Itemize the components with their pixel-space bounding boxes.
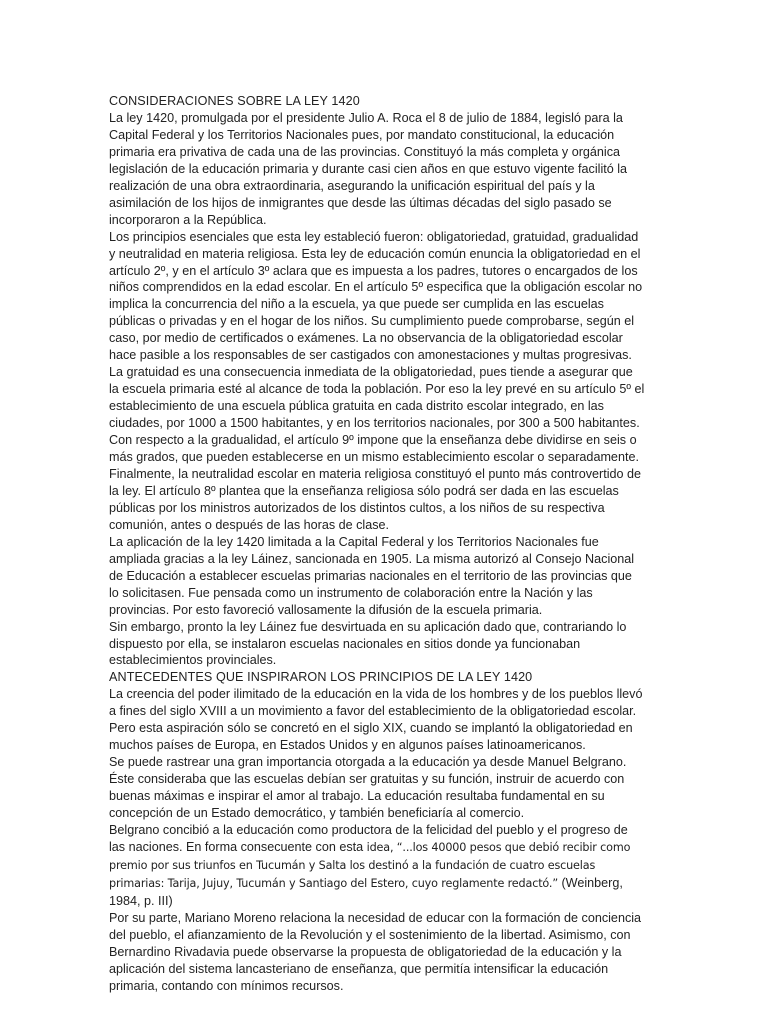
section-heading-antecedentes: ANTECEDENTES QUE INSPIRARON LOS PRINCIPIOS DE LA LEY 1420: [109, 670, 533, 685]
paragraph-ley-lainez: La aplicación de la ley 1420 limitada a la Capital Federal y los Territorios Nacionales fue ampliada gracias a la ley Láinez, sancionada en 1905. La misma autorizó al Consejo Nacional de Educación a establecer escuelas primarias nacionales en el territorio de las provincias que lo solicitasen. Fue pensada como un instrumento de colaboración entre la Nación y las provincias. Por esto favoreció vallosamente la difusión de la escuela primaria.: [109, 534, 635, 617]
paragraph-principios: Los principios esenciales que esta ley estableció fueron: obligatoriedad, gratuidad, gradualidad y neutralidad en materia religiosa. Esta ley de educación común enuncia la obligatoriedad en el artículo 2º, y en el artículo 3º aclara que es impuesta a los padres, tutores o encargados de los niños comprendidos en la edad escolar. En el artículo 5º especifica que la obligación escolar no implica la concurrencia del niño a la escuela, ya que puede ser cumplida en las escuelas públicas o privadas y en el hogar de los niños. Su cumplimiento puede comprobarse, según el caso, por medio de certificados o exámenes. La no observancia de la obligatoriedad escolar hace pasible a los responsables de ser castigados con amonestaciones y multas progresivas.: [109, 229, 643, 363]
belgrano-quotation: idea, “...los 40000 pesos que debió recibir como premio por sus triunfos en Tucumán y Salta los destinó a la fundación de cuatro escuelas primarias: Tarija, Jujuy, Tucumán y Santiago del Estero, cuyo reglamente redactó.”: [109, 840, 631, 890]
paragraph-belgrano-quote: [109, 822, 657, 910]
paragraph-belgrano-importancia: Se puede rastrear una gran importancia otorgada a la educación ya desde Manuel Belgrano. Éste consideraba que las escuelas debían ser gratuitas y su función, instruir de acuerdo con buenas máximas e inspirar el amor al trabajo. La educación resultaba fundamental en su concepción de un Estado democrático, y también beneficiaría al comercio.: [109, 755, 627, 821]
paragraph-ley-1420-intro: La ley 1420, promulgada por el presidente Julio A. Roca el 8 de julio de 1884, legisló para la Capital Federal y los Territorios Nacionales pues, por mandato constitucional, la educación primaria era privativa de cada una de las provincias. Constituyó la más completa y orgánica legislación de la educación primaria y durante casi cien años en que estuvo vigente facilitó la realización de una obra extraordinaria, asegurando la unificación espiritual del país y la asimilación de los hijos de inmigrantes que desde las últimas décadas del siglo pasado se incorporaron a la República.: [109, 110, 628, 227]
belgrano-text-lead: Belgrano concibió a la educación como productora de la felicidad del pueblo y el progreso de las naciones. En forma consecuente con esta: [109, 822, 628, 854]
paragraph-creencia: La creencia del poder ilimitado de la educación en la vida de los hombres y de los pueblos llevó a fines del siglo XVIII a un movimiento a favor del establecimiento de la obligatoriedad escolar. Pero esta aspiración sólo se concretó en el siglo XIX, cuando se implantó la obligatoriedad en muchos países de Europa, en Estados Unidos y en algunos países latinoamericanos.: [109, 687, 643, 753]
section-heading-consideraciones: CONSIDERACIONES SOBRE LA LEY 1420: [109, 94, 360, 108]
citation-weinberg: (Weinberg, 1984, p. III): [109, 875, 623, 908]
paragraph-neutralidad: Finalmente, la neutralidad escolar en materia religiosa constituyó el punto más controvertido de la ley. El artículo 8º plantea que la enseñanza religiosa sólo podrá ser dada en las escuelas públicas por los ministros autorizados de los distintos cultos, a los niños de su respectiva comunión, antes o después de las horas de clase.: [109, 466, 642, 532]
paragraph-desvirtuada: Sin embargo, pronto la ley Láinez fue desvirtuada en su aplicación dado que, contrariando lo dispuesto por ella, se instalaron escuelas nacionales en sitios donde ya funcionaban establecimientos provinciales.: [109, 619, 627, 668]
paragraph-gradualidad: Con respecto a la gradualidad, el artículo 9º impone que la enseñanza debe dividirse en seis o más grados, que pueden establecerse en un mismo establecimiento escolar o separadamente.: [109, 433, 639, 465]
paragraph-gratuidad: La gratuidad es una consecuencia inmediata de la obligatoriedad, pues tiende a asegurar que la escuela primaria esté al alcance de toda la población. Por eso la ley prevé en su artículo 5º el establecimiento de una escuela pública gratuita en cada distrito escolar integrado, en las ciudades, por 1000 a 1500 habitantes, y en los territorios nacionales, por 300 a 500 habitantes.: [109, 365, 645, 431]
document-page: [109, 93, 657, 995]
paragraph-moreno-rivadavia: Por su parte, Mariano Moreno relaciona la necesidad de educar con la formación de conciencia del pueblo, el afianzamiento de la Revolución y el sostenimiento de la libertad. Asimismo, con Bernardino Rivadavia puede observarse la propuesta de obligatoriedad de la educación y la aplicación del sistema lancasteriano de enseñanza, que permitía intensificar la educación primaria, contando con mínimos recursos.: [109, 910, 642, 993]
